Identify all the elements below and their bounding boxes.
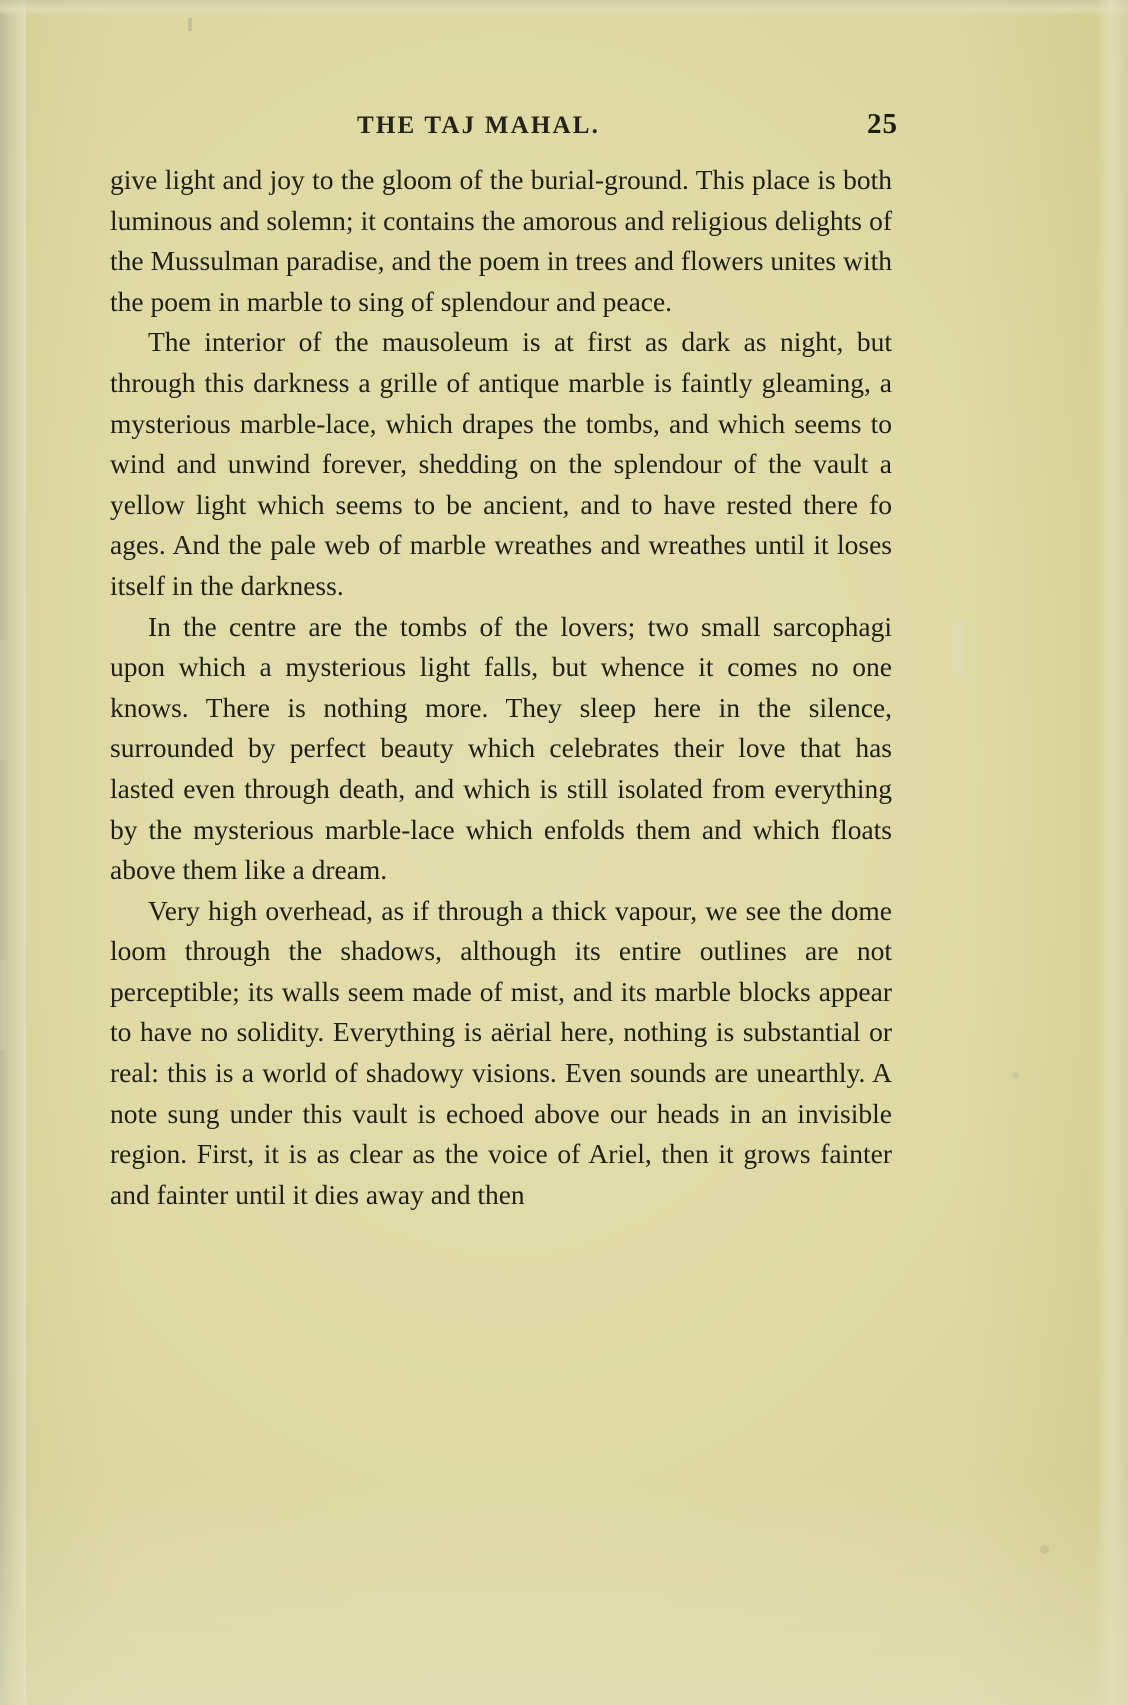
paragraph: In the centre are the tombs of the lovers; two small sarcophagi upon which a mysterious light falls, but whence it comes no one knows. There is nothing more. They sleep here in the silence, surrounded by perfect beauty which celebrates their love that has lasted even through death, and which is still isolated from everything by the mysterious marble-lace which enfolds them and which floats above them like a dream. [110, 610, 892, 886]
paragraph: give light and joy to the gloom of the burial-ground. This place is both luminous and solemn; it contains the amorous and religious delights of the Mussulman paradise, and the poem in trees and flowers unites with the poem in marble to sing of splendour and peace. [110, 164, 892, 317]
paragraph: The interior of the mausoleum is at first as dark as night, but through this darkness a grille of antique marble is faintly gleaming, a mysterious marble-lace, which drapes the tombs, and which seems to wind and unwind forever, shedding on the splendour of the vault a yellow light which seems to be ancient, and to have rested there fo ages. And the pale web of marble wreathes and wreathes until it loses itself in the darkness. [110, 326, 892, 601]
running-head [112, 108, 898, 141]
running-head-title: THE TAJ MAHAL. [357, 112, 601, 139]
page-body-text [110, 160, 892, 1215]
paragraph: Very high overhead, as if through a thick vapour, we see the dome loom through the shadows, although its entire outlines are not perceptible; its walls seem made of mist, and its marble blocks appear to have no solidity. Everything is aërial here, nothing is substantial or real: this is a world of shadowy visions. Even sounds are unearthly. A note sung under this vault is echoed above our heads in an invisible region. First, it is as clear as the voice of Ariel, then it grows fainter and fainter until it dies away and then [110, 894, 892, 1210]
page-number: 25 [867, 108, 898, 140]
